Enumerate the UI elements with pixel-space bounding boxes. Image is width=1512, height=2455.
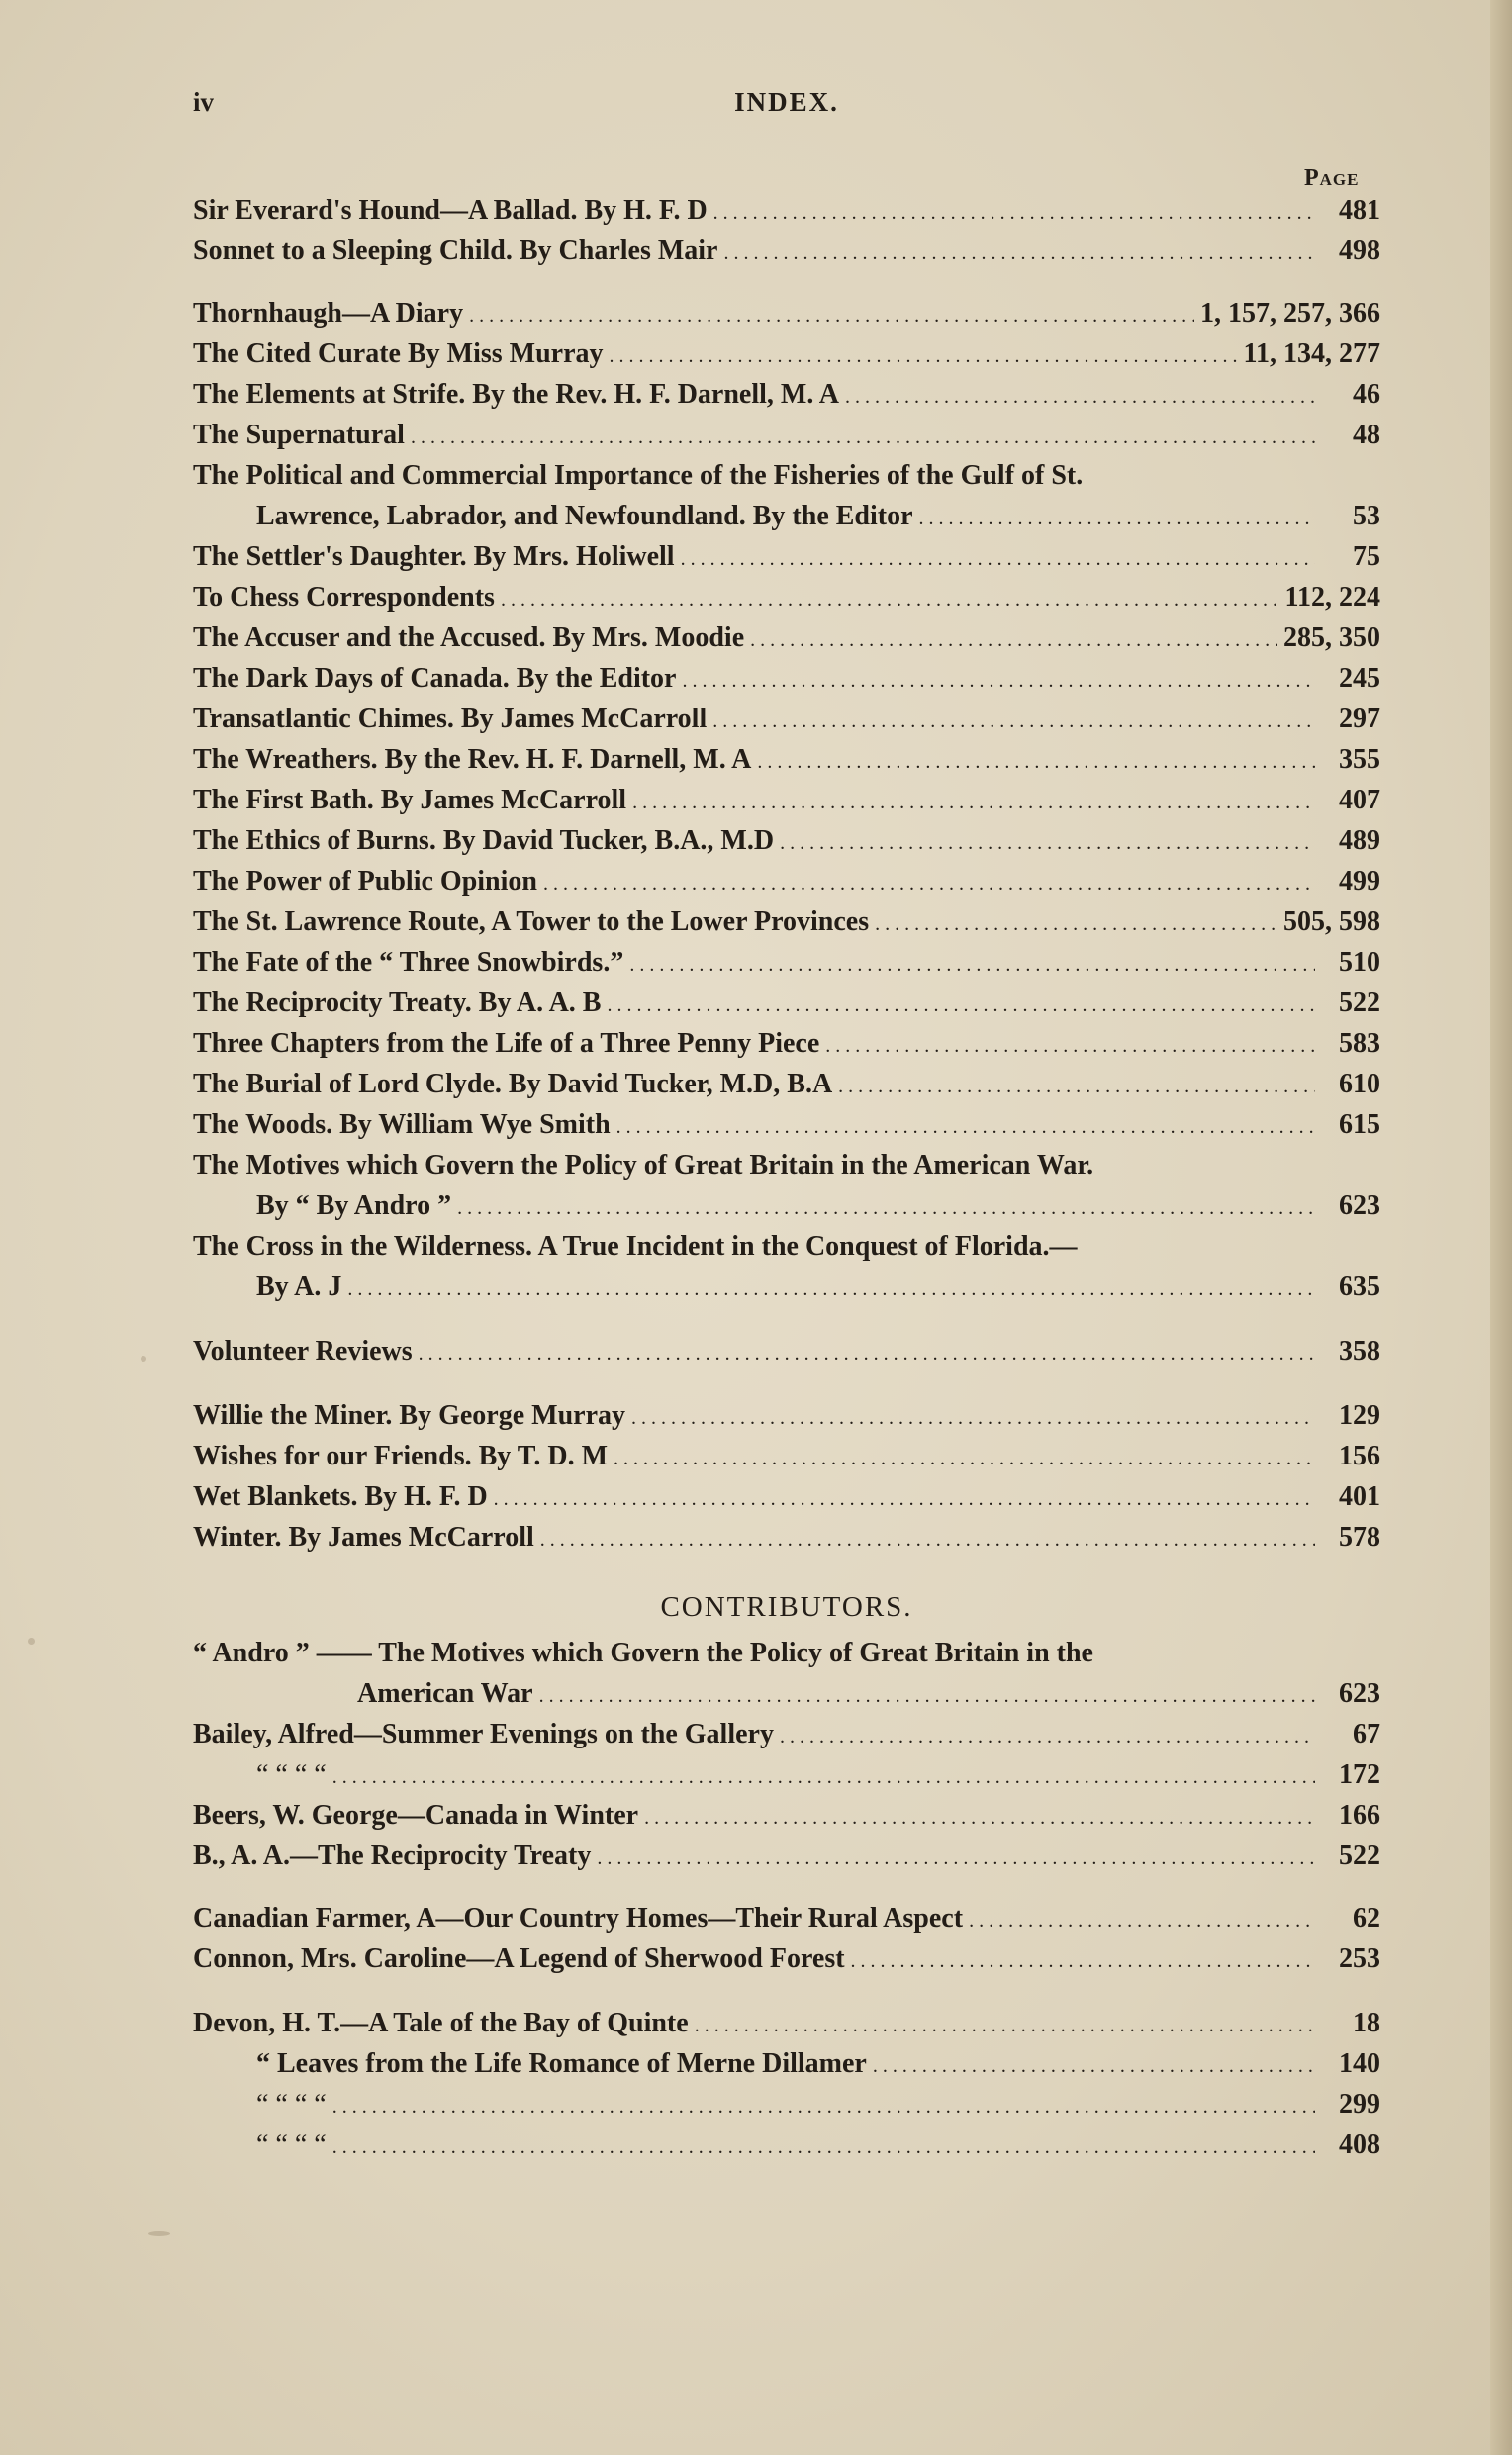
contributor-entry: Connon, Mrs. Caroline—A Legend of Sherwood Forest . . . 253 [193,1938,1380,1979]
index-entry-continued: Lawrence, Labrador, and Newfoundland. By the Editor . . . 53 [193,496,1380,536]
contributor-ditto-entry: “ “ “ “ . . . 299 [193,2084,1380,2125]
page-title: INDEX. [734,87,839,117]
index-entry: Willie the Miner. By George Murray . . . 129 [193,1395,1380,1436]
index-entry: The Dark Days of Canada. By the Editor . . . 245 [193,658,1380,699]
contributor-entry: B., A. A.—The Reciprocity Treaty . . . 522 [193,1836,1380,1876]
index-entry: The Fate of the “ Three Snowbirds.” . . . 510 [193,942,1380,983]
contributor-entry: Canadian Farmer, A—Our Country Homes—Their Rural Aspect . . . 62 [193,1898,1380,1938]
index-entry: The Cross in the Wilderness. A True Incident in the Conquest of Florida.— [193,1231,1078,1262]
index-entry: Sir Everard's Hound—A Ballad. By H. F. D . . . 481 [193,190,1380,231]
index-entry: The Woods. By William Wye Smith . . . 615 [193,1104,1380,1145]
contributor-entry: “ Andro ” —— The Motives which Govern the Policy of Great Britain in the [193,1638,1093,1668]
page-edge [1490,0,1512,2455]
index-entry: Volunteer Reviews . . . 358 [193,1331,1380,1371]
ink-spot [148,2231,170,2236]
contributor-entry: Bailey, Alfred—Summer Evenings on the Gallery . . . 67 [193,1714,1380,1754]
index-entry: To Chess Correspondents . . . 112, 224 [193,577,1380,617]
index-entry: The Accuser and the Accused. By Mrs. Moodie . . . 285, 350 [193,617,1380,658]
index-entry: Winter. By James McCarroll . . . 578 [193,1517,1380,1558]
index-entry: The Reciprocity Treaty. By A. A. B . . . 522 [193,983,1380,1023]
index-entry: Three Chapters from the Life of a Three Penny Piece . . . 583 [193,1023,1380,1064]
index-entry: The First Bath. By James McCarroll . . . 407 [193,780,1380,820]
index-entry: Transatlantic Chimes. By James McCarroll . . . 297 [193,699,1380,739]
index-entry: The Motives which Govern the Policy of Great Britain in the American War. [193,1150,1094,1180]
index-entry: The Supernatural . . . 48 [193,415,1380,455]
index-entry: Wet Blankets. By H. F. D . . . 401 [193,1476,1380,1517]
index-entry: The St. Lawrence Route, A Tower to the Lower Provinces . . . 505, 598 [193,901,1380,942]
index-entry: The Power of Public Opinion . . . 499 [193,861,1380,901]
index-entry: The Ethics of Burns. By David Tucker, B.A., M.D . . . 489 [193,820,1380,861]
contributors-heading: CONTRIBUTORS. [660,1591,913,1623]
index-entry: Sonnet to a Sleeping Child. By Charles Mair . . . 498 [193,231,1380,271]
index-entry: Thornhaugh—A Diary . . . 1, 157, 257, 366 [193,293,1380,333]
contributor-ditto-entry: “ “ “ “ . . . 172 [193,1754,1380,1795]
index-entry: The Cited Curate By Miss Murray . . . 11, 134, 277 [193,333,1380,374]
contributor-ditto-entry: “ Leaves from the Life Romance of Merne Dillamer . . . 140 [193,2043,1380,2084]
contributor-entry: Beers, W. George—Canada in Winter . . . 166 [193,1795,1380,1836]
index-entry: The Settler's Daughter. By Mrs. Holiwell . . . 75 [193,536,1380,577]
index-entry: The Wreathers. By the Rev. H. F. Darnell, M. A . . . 355 [193,739,1380,780]
ink-spot [28,1638,35,1645]
index-entry: The Elements at Strife. By the Rev. H. F. Darnell, M. A . . . 46 [193,374,1380,415]
ink-spot [141,1356,146,1362]
index-entry: Wishes for our Friends. By T. D. M . . . 156 [193,1436,1380,1476]
index-entry: The Burial of Lord Clyde. By David Tucker, M.D, B.A . . . 610 [193,1064,1380,1104]
contributor-entry-continued: American War . . . 623 [193,1673,1380,1714]
index-entry-continued: By A. J . . . 635 [193,1267,1380,1307]
page-number: iv [193,87,215,117]
index-entry-continued: By “ By Andro ” . . . 623 [193,1185,1380,1226]
contributor-ditto-entry: “ “ “ “ . . . 408 [193,2125,1380,2165]
page-column-heading: Page [1304,165,1360,191]
index-list [193,190,1380,2165]
index-entry: The Political and Commercial Importance of the Fisheries of the Gulf of St. [193,460,1084,491]
running-header [193,87,1380,131]
contributor-entry: Devon, H. T.—A Tale of the Bay of Quinte . . . 18 [193,2003,1380,2043]
